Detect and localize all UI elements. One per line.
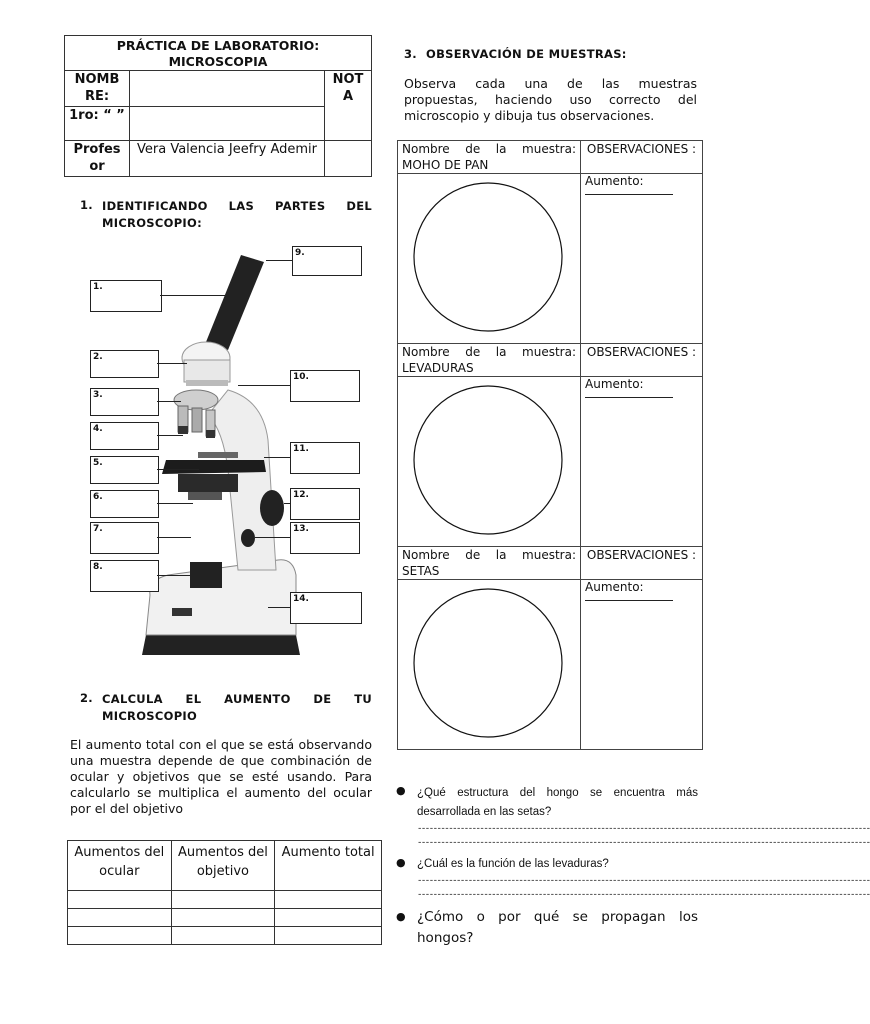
profesor-value: Vera Valencia Jeefry Ademir (130, 141, 325, 177)
question-text: ¿Cuál es la función de las levaduras? (417, 858, 609, 870)
section2-title: CALCULA EL AUMENTO DE TU MICROSCOPIO (102, 692, 372, 723)
sample-name-cell (398, 547, 581, 580)
cell-total[interactable] (275, 927, 382, 945)
sample-name-cell (398, 344, 581, 377)
cell-objetivo[interactable] (171, 891, 275, 909)
magnification-table (67, 840, 382, 945)
label-number-6: 6. (93, 492, 103, 502)
drawing-circle (406, 174, 572, 336)
label-number-5: 5. (93, 458, 103, 468)
section3-number: 3. (404, 47, 417, 61)
section1-title: IDENTIFICANDO LAS PARTES DEL MICROSCOPIO: (102, 199, 372, 230)
observations-table (397, 140, 703, 750)
sample-body-row (398, 174, 703, 344)
nombre-field[interactable] (130, 71, 325, 107)
label-number-7: 7. (93, 524, 103, 534)
observations-area[interactable] (581, 377, 703, 547)
drawing-circle (406, 580, 572, 742)
table-row (68, 927, 382, 945)
col-header-ocular: Aumentos del ocular (68, 841, 172, 891)
answer-line[interactable]: -------------------------------------------------------------------------------------------------------------------- (417, 824, 870, 834)
label-number-12: 12. (293, 490, 309, 500)
sample-body-row (398, 377, 703, 547)
label-box-4[interactable] (90, 422, 159, 450)
label-number-2: 2. (93, 352, 103, 362)
aumento-blank[interactable] (585, 600, 673, 601)
observaciones-label: OBSERVACIONES : (581, 344, 703, 377)
sample-name-label: Nombre de la muestra: (402, 345, 576, 359)
section3-title: OBSERVACIÓN DE MUESTRAS: (426, 47, 627, 61)
observaciones-label: OBSERVACIONES : (581, 141, 703, 174)
section2-number: 2. (80, 691, 93, 705)
aumento-blank[interactable] (585, 397, 673, 398)
question-text: ¿Cómo o por qué se propagan los hongos? (417, 909, 698, 946)
table-row (68, 909, 382, 927)
section3-paragraph: Observa cada una de las muestras propuestas, haciendo uso correcto del microscopio y dibuja tus observaciones. (404, 76, 697, 123)
nombre-label: NOMB RE: (65, 71, 130, 107)
microscope-diagram (78, 240, 373, 680)
question-1 (396, 784, 870, 850)
sample-name-cell (398, 141, 581, 174)
sample-name-label: Nombre de la muestra: (402, 548, 576, 562)
section1-number: 1. (80, 198, 93, 212)
observaciones-label: OBSERVACIONES : (581, 547, 703, 580)
answer-line[interactable]: -------------------------------------------------------------------------------------------------------------------- (417, 838, 870, 848)
sample-name: LEVADURAS (402, 361, 474, 375)
sample-header-row (398, 141, 703, 174)
table-row (68, 891, 382, 909)
label-box-2[interactable] (90, 350, 159, 378)
sample-header-row (398, 344, 703, 377)
label-number-10: 10. (293, 372, 309, 382)
label-box-12[interactable] (290, 488, 360, 520)
label-number-9: 9. (295, 248, 305, 258)
label-box-1[interactable] (90, 280, 162, 312)
question-text: ¿Qué estructura del hongo se encuentra más desarrollada en las setas? (417, 787, 698, 818)
cell-objetivo[interactable] (171, 909, 275, 927)
worksheet-title: PRÁCTICA DE LABORATORIO: MICROSCOPIA (65, 36, 372, 71)
drawing-area[interactable] (398, 580, 581, 750)
sample-name-label: Nombre de la muestra: (402, 142, 576, 156)
label-box-5[interactable] (90, 456, 159, 484)
label-number-11: 11. (293, 444, 309, 454)
cell-ocular[interactable] (68, 927, 172, 945)
aumento-blank[interactable] (585, 194, 673, 195)
label-number-13: 13. (293, 524, 309, 534)
drawing-area[interactable] (398, 377, 581, 547)
label-box-10[interactable] (290, 370, 360, 402)
aumento-label: Aumento: (585, 580, 644, 594)
bullet-icon: ● (396, 856, 406, 869)
question-3 (396, 907, 698, 949)
observations-area[interactable] (581, 580, 703, 750)
bullet-icon: ● (396, 910, 406, 923)
cell-ocular[interactable] (68, 891, 172, 909)
drawing-area[interactable] (398, 174, 581, 344)
sample-body-row (398, 580, 703, 750)
label-number-4: 4. (93, 424, 103, 434)
drawing-circle (406, 377, 572, 539)
label-box-14[interactable] (290, 592, 362, 624)
aumento-label: Aumento: (585, 377, 644, 391)
label-box-11[interactable] (290, 442, 360, 474)
col-header-objetivo: Aumentos del objetivo (171, 841, 275, 891)
answer-line[interactable]: -------------------------------------------------------------------------------------------------------------------- (417, 876, 870, 886)
label-box-6[interactable] (90, 490, 159, 518)
label-box-7[interactable] (90, 522, 159, 554)
answer-line[interactable]: -------------------------------------------------------------------------------------------------------------------- (417, 890, 870, 900)
cell-total[interactable] (275, 909, 382, 927)
profesor-label: Profes or (65, 141, 130, 177)
grado-label: 1ro: “ ” (65, 107, 130, 141)
sample-header-row (398, 547, 703, 580)
label-box-3[interactable] (90, 388, 159, 416)
label-number-3: 3. (93, 390, 103, 400)
nota-field[interactable] (325, 141, 372, 177)
aumento-label: Aumento: (585, 174, 644, 188)
bullet-icon: ● (396, 784, 406, 797)
label-box-8[interactable] (90, 560, 159, 592)
grado-field[interactable] (130, 107, 325, 141)
label-number-14: 14. (293, 594, 309, 604)
header-table (64, 35, 372, 177)
cell-total[interactable] (275, 891, 382, 909)
sample-name: SETAS (402, 564, 440, 578)
sample-name: MOHO DE PAN (402, 158, 489, 172)
label-box-13[interactable] (290, 522, 360, 554)
col-header-total: Aumento total (275, 841, 382, 891)
label-number-1: 1. (93, 282, 103, 292)
cell-objetivo[interactable] (171, 927, 275, 945)
observations-area[interactable] (581, 174, 703, 344)
section2-paragraph: El aumento total con el que se está observando una muestra depende de que combinación de ocular y objetivos que se esté usando. Para calcularlo se multiplica el aumento del ocular por el del objetivo (70, 737, 372, 816)
nota-label: NOT A (325, 71, 372, 141)
label-box-9[interactable] (292, 246, 362, 276)
label-number-8: 8. (93, 562, 103, 572)
cell-ocular[interactable] (68, 909, 172, 927)
question-2 (396, 855, 870, 902)
